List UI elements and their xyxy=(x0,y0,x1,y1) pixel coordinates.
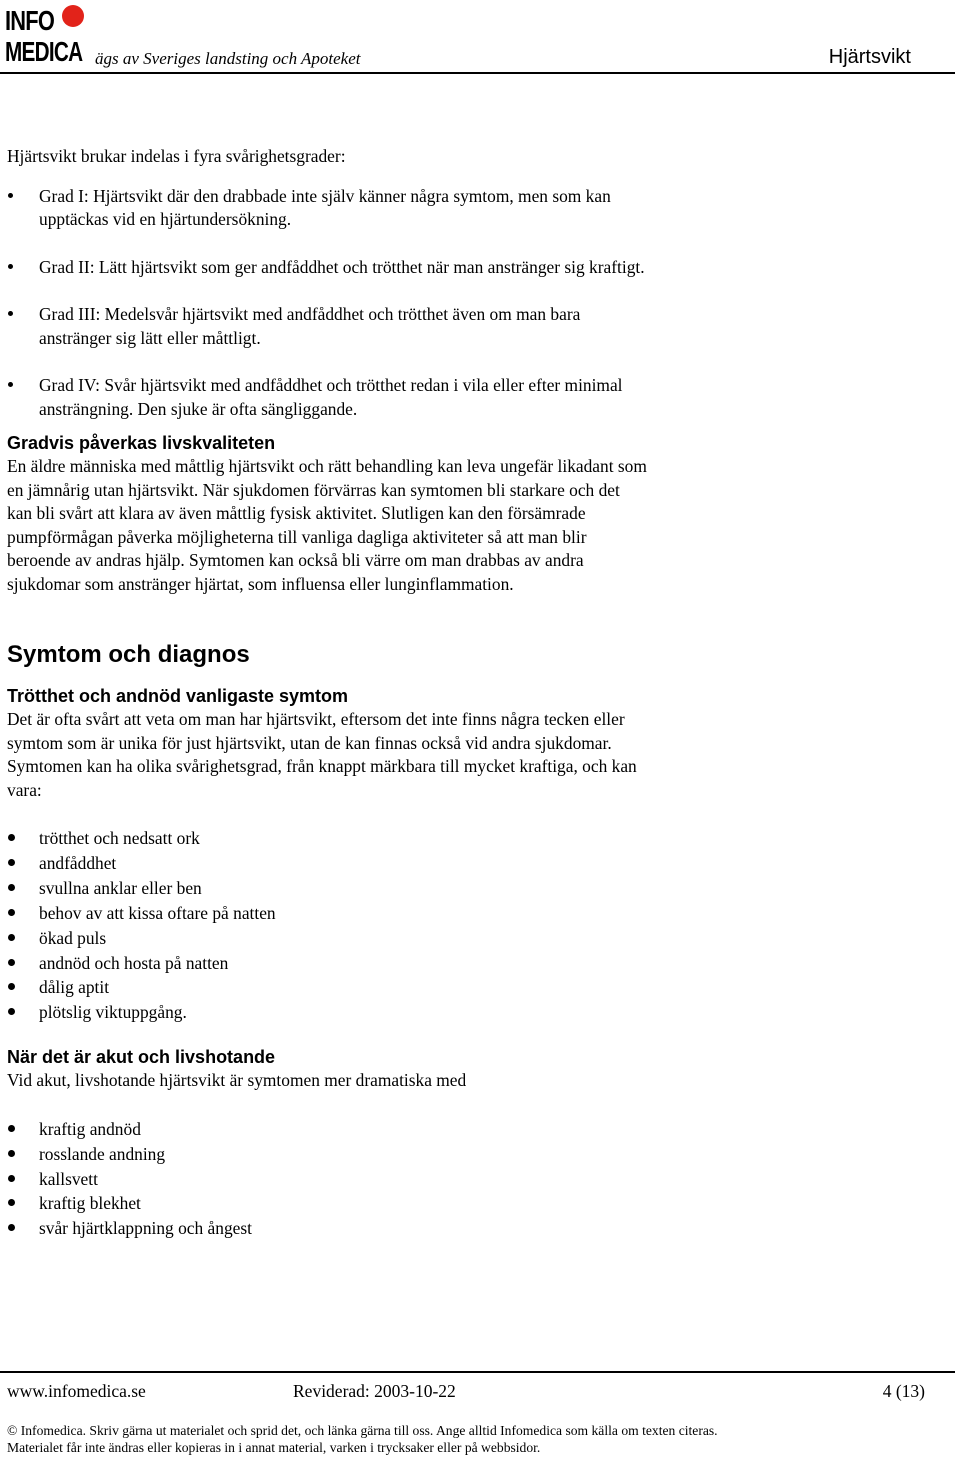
logo-text-top: INFO xyxy=(5,5,55,36)
list-item: Grad III: Medelsvår hjärtsvikt med andfåddhet och trötthet även om man bara anstränger sig lätt eller måttligt. xyxy=(7,303,647,350)
list-item: plötslig viktuppgång. xyxy=(7,1000,647,1025)
grades-list xyxy=(7,185,647,422)
list-item: trötthet och nedsatt ork xyxy=(7,826,647,851)
quality-paragraph: En äldre människa med måttlig hjärtsvikt och rätt behandling kan leva ungefär likadant som en jämnårig utan hjärtsvikt. När sjukdomen förvärras kan symtomen bli starkare och det kan bli svårt att klara av även måttlig fysisk aktivitet. Slutligen kan den försämrade pumpförmågan påverka möjligheterna till vanliga dagliga aktiviteter så att man blir beroende av andras hjälp. Symtomen kan också bli värre om man drabbas av andra sjukdomar som anstränger hjärtat, som influensa eller lunginflammation. xyxy=(7,456,647,594)
list-item: rosslande andning xyxy=(7,1142,647,1167)
list-item: Grad II: Lätt hjärtsvikt som ger andfåddhet och trötthet när man anstränger sig kraftigt. xyxy=(7,256,647,280)
list-item: Grad IV: Svår hjärtsvikt med andfåddhet och trötthet redan i vila eller efter minimal ansträngning. Den sjuke är ofta sängliggande. xyxy=(7,374,647,421)
list-item: svår hjärtklappning och ångest xyxy=(7,1216,647,1241)
header-tagline: ägs av Sveriges landsting och Apoteket xyxy=(95,49,361,68)
list-item: svullna anklar eller ben xyxy=(7,876,647,901)
section-title: Symtom och diagnos xyxy=(7,641,250,668)
logo-text-bottom: MEDICA xyxy=(5,36,83,67)
footer-divider xyxy=(0,1371,955,1373)
footer-page-number: 4 (13) xyxy=(882,1381,925,1401)
footer-website-link[interactable]: www.infomedica.se xyxy=(7,1381,146,1401)
footer-revision-date: Reviderad: 2003-10-22 xyxy=(293,1381,456,1401)
copyright-line: Materialet får inte ändras eller kopieras in i annat material, varken i trycksaker eller på webbsidor. xyxy=(7,1440,541,1455)
list-item: kallsvett xyxy=(7,1167,647,1192)
header-title: Hjärtsvikt xyxy=(828,46,911,68)
logo-red-dot-icon xyxy=(62,5,84,27)
acute-paragraph: Vid akut, livshotande hjärtsvikt är symtomen mer dramatiska med xyxy=(7,1070,467,1091)
list-item: Grad I: Hjärtsvikt där den drabbade inte själv känner några symtom, men som kan upptäckas vid en hjärtundersökning. xyxy=(7,185,647,232)
list-item: dålig aptit xyxy=(7,975,647,1000)
page-header xyxy=(0,0,960,76)
list-item: ökad puls xyxy=(7,926,647,951)
quality-heading: Gradvis påverkas livskvaliteten xyxy=(7,433,276,453)
list-item: behov av att kissa oftare på natten xyxy=(7,901,647,926)
copyright-notice xyxy=(7,1422,947,1456)
acute-heading: När det är akut och livshotande xyxy=(7,1047,276,1068)
infomedica-logo[interactable] xyxy=(5,5,85,67)
list-item: kraftig andnöd xyxy=(7,1117,647,1142)
document-body xyxy=(7,145,647,1241)
symptoms-list xyxy=(7,826,647,1025)
header-divider xyxy=(0,72,955,74)
list-item: andnöd och hosta på natten xyxy=(7,951,647,976)
fatigue-heading: Trötthet och andnöd vanligaste symtom xyxy=(7,686,349,706)
copyright-line: © Infomedica. Skriv gärna ut materialet och sprid det, och länka gärna till oss. Ange alltid Infomedica som källa om texten citeras. xyxy=(7,1423,718,1438)
acute-symptoms-list xyxy=(7,1117,647,1242)
list-item: andfåddhet xyxy=(7,851,647,876)
list-item: kraftig blekhet xyxy=(7,1191,647,1216)
fatigue-paragraph: Det är ofta svårt att veta om man har hjärtsvikt, eftersom det inte finns några tecken eller symtom som är unika för just hjärtsvikt, utan de kan finnas också vid andra sjukdomar. Symtomen kan ha olika svårighetsgrad, från knappt märkbara till mycket kraftiga, och kan vara: xyxy=(7,709,637,800)
grades-intro: Hjärtsvikt brukar indelas i fyra svårighetsgrader: xyxy=(7,146,346,166)
